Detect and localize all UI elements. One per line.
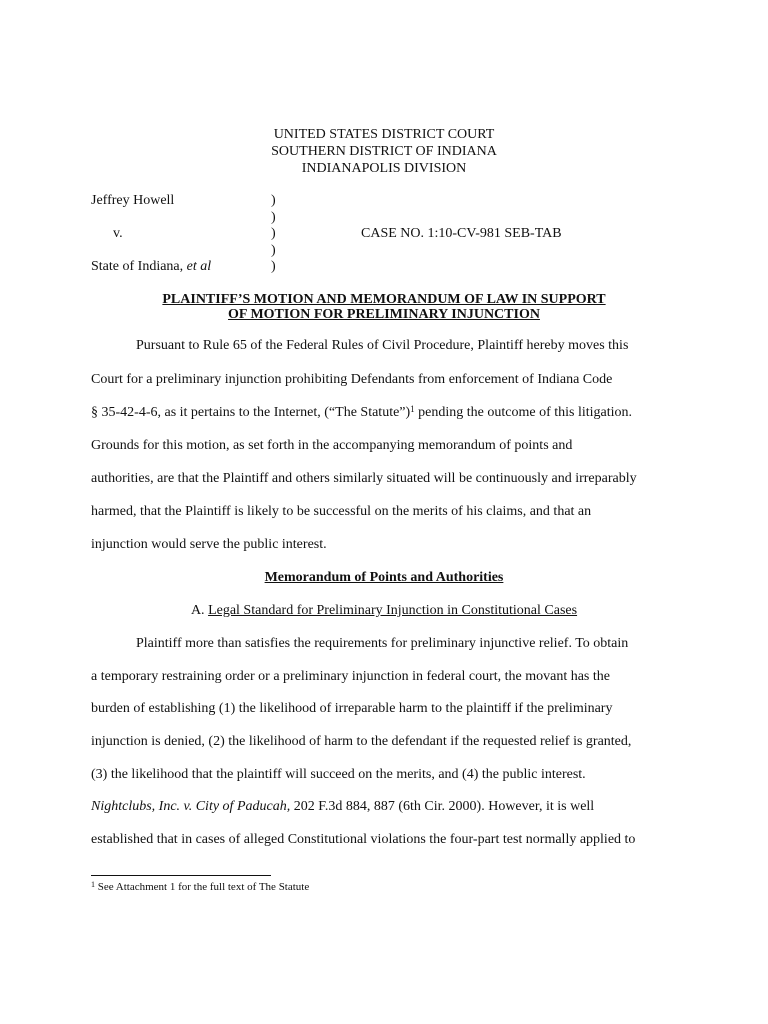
- para2-line: injunction is denied, (2) the likelihood of harm to the defendant if the requested relief is granted,: [91, 734, 632, 749]
- court-header: [0, 126, 768, 177]
- para1-line: injunction would serve the public interest.: [91, 537, 327, 552]
- plaintiff-name: Jeffrey Howell: [91, 193, 175, 208]
- footnote-marker: 1: [91, 880, 95, 889]
- caption-parentheses: ) ) ) ) ): [271, 193, 276, 274]
- footnote-ref: 1: [410, 404, 415, 414]
- para1-line: § 35-42-4-6, as it pertains to the Internet, (“The Statute”)$^1$ pending the outcome of this litigation.: [91, 404, 633, 420]
- case-citation: Nightclubs, Inc. v. City of Paducah,: [91, 799, 291, 814]
- motion-title-line1: PLAINTIFF’S MOTION AND MEMORANDUM OF LAW IN SUPPORT: [162, 292, 606, 307]
- memorandum-heading: Memorandum of Points and Authorities: [264, 570, 504, 585]
- case-number: CASE NO. 1:10-CV-981 SEB-TAB: [361, 226, 562, 241]
- defendant-et-al: et al: [186, 259, 212, 274]
- section-a-title: Legal Standard for Preliminary Injunction in Constitutional Cases: [208, 603, 578, 618]
- para2-line: burden of establishing (1) the likelihood of irreparable harm to the plaintiff if the preliminary: [91, 701, 613, 716]
- para1-line: Court for a preliminary injunction prohibiting Defendants from enforcement of Indiana Code: [91, 372, 613, 387]
- para2-line: (3) the likelihood that the plaintiff will succeed on the merits, and (4) the public interest.: [91, 767, 586, 782]
- para1-line: Pursuant to Rule 65 of the Federal Rules of Civil Procedure, Plaintiff hereby moves this: [136, 338, 629, 353]
- court-name: UNITED STATES DISTRICT COURT: [273, 127, 495, 142]
- court-division: INDIANAPOLIS DIVISION: [301, 161, 467, 176]
- footnote-text: See Attachment 1 for the full text of The Statute: [95, 881, 310, 893]
- defendant-name: State of Indiana, et al: [91, 259, 212, 274]
- para2-line: Nightclubs, Inc. v. City of Paducah, 202 F.3d 884, 887 (6th Cir. 2000). However, it is well: [91, 799, 595, 814]
- motion-title: [0, 292, 768, 322]
- footnote-divider: [91, 875, 271, 876]
- para1-line: Grounds for this motion, as set forth in the accompanying memorandum of points and: [91, 438, 573, 453]
- para2-line: established that in cases of alleged Constitutional violations the four-part test normally applied to: [91, 832, 636, 847]
- para2-line: Plaintiff more than satisfies the requirements for preliminary injunctive relief. To obtain: [136, 636, 629, 651]
- para2-line: a temporary restraining order or a preliminary injunction in federal court, the movant has the: [91, 669, 610, 684]
- footnote: [91, 881, 309, 893]
- court-district: SOUTHERN DISTRICT OF INDIANA: [271, 144, 497, 159]
- versus-label: v.: [113, 226, 123, 241]
- para1-line: harmed, that the Plaintiff is likely to be successful on the merits of his claims, and that an: [91, 504, 592, 519]
- para1-line: authorities, are that the Plaintiff and others similarly situated will be continuously and irreparably: [91, 471, 637, 486]
- section-a-heading: A. Legal Standard for Preliminary Injunction in Constitutional Cases: [190, 603, 578, 618]
- motion-title-line2: OF MOTION FOR PRELIMINARY INJUNCTION: [228, 307, 540, 322]
- case-caption: [0, 193, 768, 277]
